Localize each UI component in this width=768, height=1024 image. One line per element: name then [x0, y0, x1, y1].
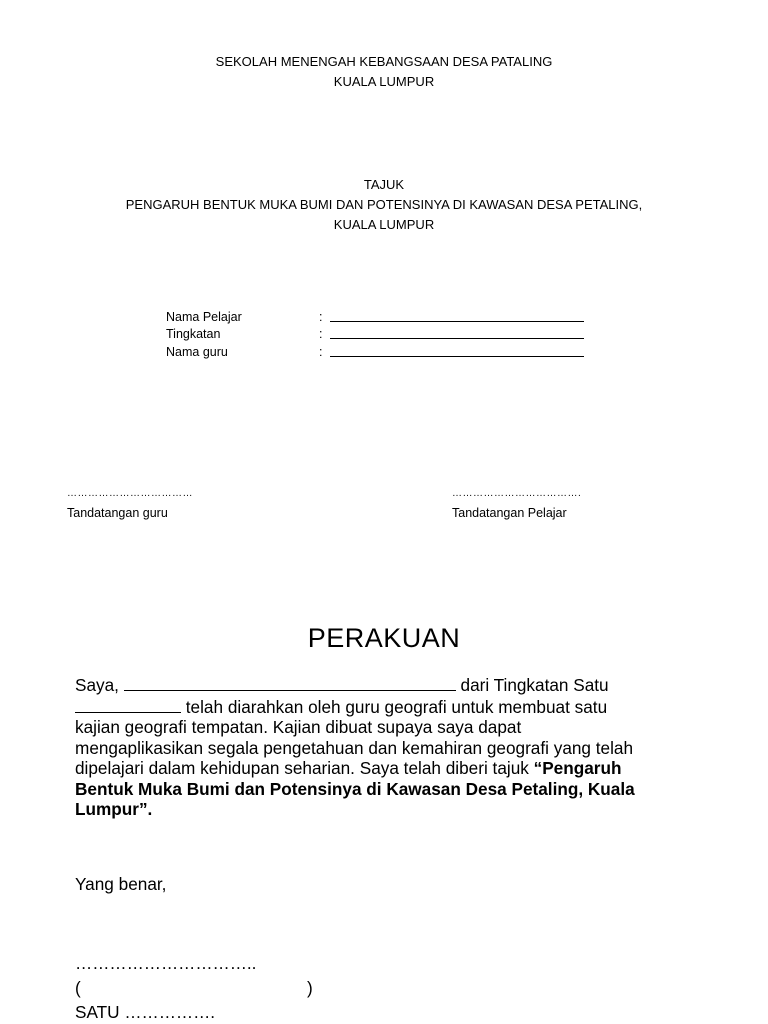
declaration-text: Saya, [75, 675, 124, 695]
name-blank-line [124, 674, 456, 691]
field-label: Tingkatan [166, 327, 221, 341]
student-signature-label: Tandatangan Pelajar [452, 506, 567, 520]
declaration-text: dipelajari dalam kehidupan seharian. Saya telah diberi tajuk [75, 758, 534, 778]
closing-signature-dots: ………………………….. [75, 953, 257, 973]
declaration-line-6: Bentuk Muka Bumi dan Potensinya di Kawasan Desa Petaling, Kuala [75, 778, 635, 799]
field-colon: : [319, 327, 323, 341]
school-city: KUALA LUMPUR [333, 74, 435, 89]
field-blank-line [330, 321, 584, 322]
declaration-paragraph [75, 674, 715, 820]
declaration-title: PERAKUAN [307, 623, 461, 653]
declaration-line-3: kajian geografi tempatan. Kajian dibuat supaya saya dapat [75, 717, 522, 737]
closing-salutation: Yang benar, [75, 874, 167, 894]
school-name: SEKOLAH MENENGAH KEBANGSAAN DESA PATALING [215, 54, 553, 69]
closing-open-paren: ( [75, 978, 81, 998]
topic-title-line2: KUALA LUMPUR [333, 217, 435, 232]
teacher-signature-dots: ……………………………… [67, 488, 193, 499]
topic-title-line1: PENGARUH BENTUK MUKA BUMI DAN POTENSINYA DI KAWASAN DESA PETALING, [125, 197, 643, 212]
student-signature-dots: ………………………………. [452, 488, 582, 499]
field-blank-line [330, 338, 584, 339]
declaration-text: telah diarahkan oleh guru geografi untuk membuat satu [181, 696, 608, 717]
closing-class-label: SATU ……………. [75, 1002, 216, 1022]
declaration-line-5 [75, 758, 715, 779]
field-label: Nama guru [166, 345, 228, 359]
closing-close-paren: ) [307, 978, 313, 998]
declaration-line-2 [75, 696, 715, 718]
field-blank-line [330, 356, 584, 357]
declaration-line-1 [75, 674, 715, 696]
topic-heading: TAJUK [363, 177, 405, 192]
field-colon: : [319, 310, 323, 324]
declaration-bold-text: “Pengaruh [533, 758, 622, 778]
class-blank-line [75, 696, 181, 713]
declaration-line-7: Lumpur”. [75, 799, 153, 819]
teacher-signature-label: Tandatangan guru [67, 506, 168, 520]
declaration-line-4: mengaplikasikan segala pengetahuan dan kemahiran geografi yang telah [75, 737, 634, 758]
declaration-text: dari Tingkatan Satu [455, 675, 609, 695]
field-colon: : [319, 345, 323, 359]
field-label: Nama Pelajar [166, 310, 242, 324]
